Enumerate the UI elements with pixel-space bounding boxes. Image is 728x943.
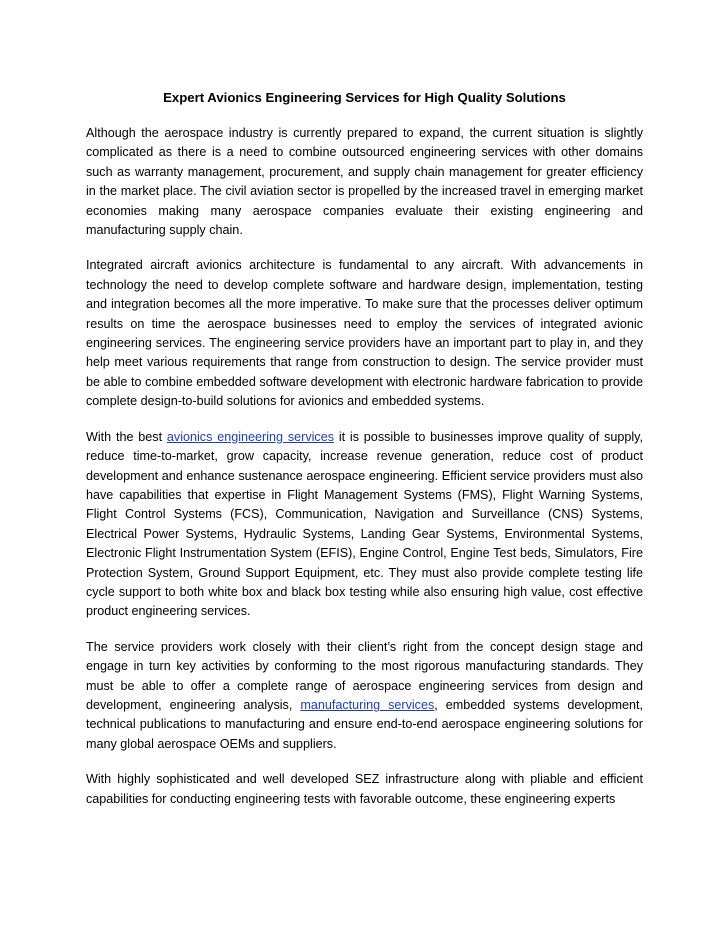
paragraph-4-text-after: , embedded systems development, technical publications to manufacturing and ensure end-to-end aerospace engineering solutions for many global aerospace OEMs and suppliers. <box>86 697 643 751</box>
paragraph-3-text-before: With the best <box>86 429 167 444</box>
paragraph-4 <box>86 638 643 754</box>
document-title: Expert Avionics Engineering Services for High Quality Solutions <box>163 90 566 105</box>
paragraph-4-text-before: The service providers work closely with their client’s right from the concept design stage and engage in turn key activities by conforming to the most rigorous manufacturing standards. They must be able to offer a complete range of aerospace engineering services from design and development, engineering analysis, <box>86 639 643 712</box>
manufacturing-services-link[interactable]: manufacturing services <box>300 697 435 712</box>
paragraph-1: Although the aerospace industry is currently prepared to expand, the current situation is slightly complicated as there is a need to combine outsourced engineering services with other domains such as warranty management, procurement, and supply chain management for greater efficiency in the market place. The civil aviation sector is propelled by the increased travel in emerging market economies making many aerospace companies evaluate their existing engineering and manufacturing supply chain. <box>86 126 643 238</box>
document-page <box>86 88 643 809</box>
avionics-engineering-services-link[interactable]: avionics engineering services <box>166 429 335 444</box>
paragraph-3 <box>86 428 643 622</box>
paragraph-3-text-after: it is possible to businesses improve quality of supply, reduce time-to-market, grow capacity, increase revenue generation, reduce cost of product development and enhance sustenance aerospace engineering. Efficient service providers must also have capabilities that expertise in Flight Management Systems (FMS), Flight Warning Systems, Flight Control Systems (FCS), Communication, Navigation and Surveillance (CNS) Systems, Electrical Power Systems, Hydraulic Systems, Landing Gear Systems, Environmental Systems, Electronic Flight Instrumentation System (EFIS), Engine Control, Engine Test beds, Simulators, Fire Protection System, Ground Support Equipment, etc. They must also provide complete testing life cycle support to both white box and black box testing while also ensuring high value, cost effective product engineering services. <box>86 429 643 619</box>
paragraph-5: With highly sophisticated and well developed SEZ infrastructure along with pliable and efficient capabilities for conducting engineering tests with favorable outcome, these engineering experts <box>86 772 643 806</box>
paragraph-2: Integrated aircraft avionics architecture is fundamental to any aircraft. With advancements in technology the need to develop complete software and hardware design, implementation, testing and integration becomes all the more imperative. To make sure that the processes deliver optimum results on time the aerospace businesses need to employ the services of integrated avionic engineering services. The engineering service providers have an important part to play in, and they help meet various requirements that range from construction to design. The service provider must be able to combine embedded software development with electronic hardware fabrication to provide complete design-to-build solutions for avionics and embedded systems. <box>86 258 643 409</box>
